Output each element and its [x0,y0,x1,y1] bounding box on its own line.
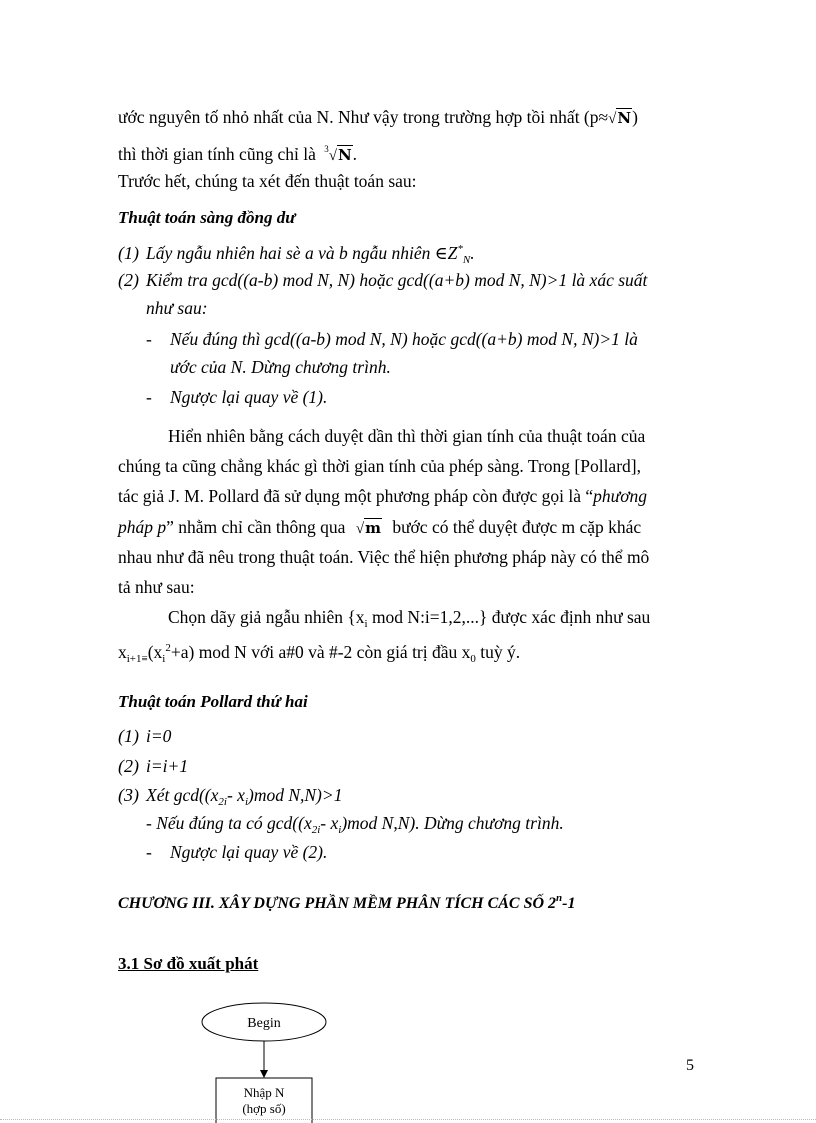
root-index: 3 [324,144,329,154]
subscript: i [338,824,342,836]
subscript: N [462,254,471,266]
text-line: tả như sau: [118,577,195,597]
text-segment: ước nguyên tố nhỏ nhất của N. Như vậy trong trường hợp tồi nhất (p≈ [118,107,609,127]
step-number: (2) [118,270,139,290]
step-number: (1) [118,243,139,263]
bullet-dash: - [146,329,152,349]
superscript: n [556,892,563,904]
bullet-text: ước của N. Dừng chương trình. [170,357,391,377]
subscript: 2i [218,796,227,808]
bullet-dash: - [146,842,152,862]
text-segment: (x [147,642,163,662]
step-text: i=i+1 [146,756,189,776]
text-segment: mod N:i=1,2,...} được xác định như sau [371,607,651,627]
bullet-dash: - [146,387,152,407]
input-label-1: Nhập N [243,1085,285,1100]
subscript: i+1≡ [126,653,148,665]
italic-term: phương [593,486,648,506]
step-text: )mod N,N)>1 [248,785,343,805]
step-text: như sau: [146,298,208,318]
text-line: Hiển nhiên bằng cách duyệt dần thì thời gian tính của thuật toán của [168,426,646,446]
superscript: * [457,243,463,255]
text-segment: tuỳ ý. [475,642,521,662]
sqrt-symbol: √ [608,111,617,127]
cuberoot-symbol: √ [328,148,337,164]
bullet-text: - x [320,813,339,833]
begin-label: Begin [247,1016,281,1031]
step-number: (3) [118,785,139,805]
subscript: i [162,653,166,665]
step-text: Xét gcd((x [146,785,219,805]
sqrt-symbol: √ [355,521,365,537]
text-segment: thì thời gian tính cũng chỉ là [118,144,316,164]
text-segment: ) [632,107,638,127]
algorithm-title: Thuật toán Pollard thứ hai [118,692,308,711]
text-line: nhau như đã nêu trong thuật toán. Việc thể hiện phương pháp này có thể mô [118,547,650,567]
algorithm-title: Thuật toán sàng đồng dư [118,208,296,227]
cuberoot-radicand: N [337,146,352,164]
text-segment: . [352,144,358,164]
page-number: 5 [686,1057,694,1074]
subscript: 0 [470,653,476,665]
text-segment: ” nhằm chỉ cần thông qua [166,517,346,537]
italic-term: pháp p [118,517,167,537]
section-heading: 3.1 Sơ đồ xuất phát [118,954,259,973]
step-text: - x [226,785,245,805]
superscript: 2 [165,642,171,654]
bullet-text: )mod N,N). Dừng chương trình. [341,813,564,833]
bullet-text: Ngược lại quay về (2). [170,842,328,862]
arrow-head [260,1070,268,1078]
text-segment: Chọn dãy giả ngẫu nhiên {x [168,607,365,627]
bullet-text: Ngược lại quay về (1). [170,387,328,407]
bullet-text: Nếu đúng thì gcd((a-b) mod N, N) hoặc gcd((a+b) mod N, N)>1 là [170,329,638,349]
step-text: i=0 [146,726,172,746]
text-segment: +a) mod N với a#0 và #-2 còn giá trị đầu x [170,642,471,662]
text-segment: tác giả J. M. Pollard đã sử dụng một phương pháp còn được gọi là “ [118,486,594,506]
chapter-title-text: CHƯƠNG III. XÂY DỰNG PHẦN MỀM PHÂN TÍCH CÁC SỐ 2 [118,895,557,912]
sqrt-radicand: m [365,519,381,537]
input-label-2: (hợp số) [242,1101,286,1116]
step-number: (2) [118,756,139,776]
text-segment: x [118,642,127,662]
subscript: i [244,796,248,808]
chapter-title-text: -1 [562,895,576,912]
step-text: Lấy ngẫu nhiên hai sè a và b ngẫu nhiên ∈Z [146,243,458,263]
bullet-text: - Nếu đúng ta có gcd((x [146,813,312,833]
text-segment: . [470,243,475,263]
subscript: 2i [311,824,321,836]
subscript: i [364,618,368,630]
step-number: (1) [118,726,139,746]
page-divider [0,1119,816,1120]
sqrt-radicand: N [617,109,632,127]
text-segment: bước có thể duyệt được m cặp khác [392,517,642,537]
step-text: Kiểm tra gcd((a-b) mod N, N) hoặc gcd((a+b) mod N, N)>1 là xác suất [146,270,648,290]
text-line: chúng ta cũng chẳng khác gì thời gian tính của phép sàng. Trong [Pollard], [118,456,641,476]
text-line: Trước hết, chúng ta xét đến thuật toán sau: [118,171,417,191]
